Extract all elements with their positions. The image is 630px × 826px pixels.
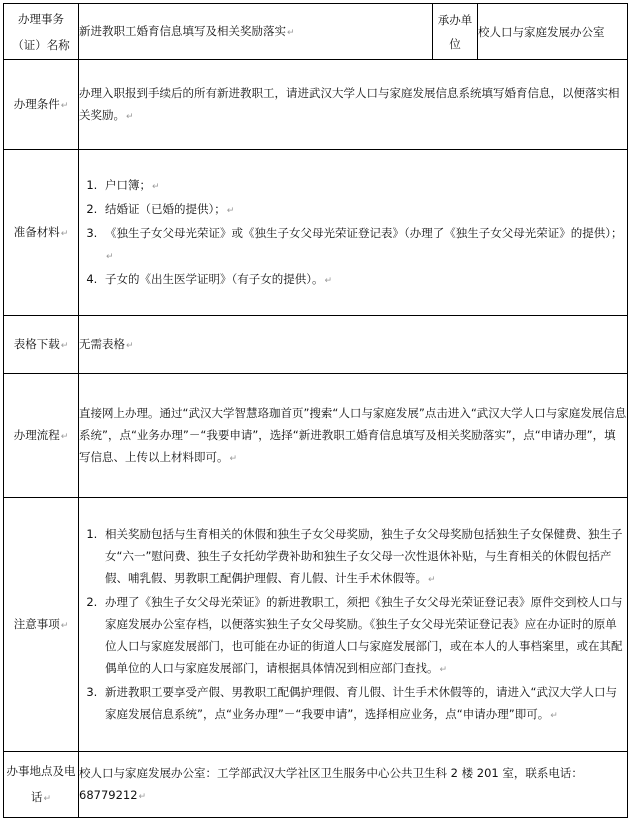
notes-label: 注意事项↵ <box>4 498 79 752</box>
contact-text: 校人口与家庭发展办公室：工学部武汉大学社区卫生服务中心公共卫生科 2 楼 201 室，联系电话：68779212↵ <box>79 752 628 818</box>
note-item: 3. 新进教职工要享受产假、男教职工配偶护理假、育儿假、计生手术休假等的，请进入“武汉大学人口与家庭发展信息系统”，点“业务办理”－“我要申请”，选择相应业务，点“申请办理”即可。↵ <box>101 681 627 727</box>
materials-cell <box>79 150 628 316</box>
material-item: 4. 子女的《出生医学证明》（有子女的提供）。↵ <box>101 268 627 292</box>
header-row <box>4 4 628 60</box>
forms-label: 表格下载↵ <box>4 316 79 374</box>
process-text: 直接网上办理。通过“武汉大学智慧珞珈首页”搜索“人口与家庭发展”点击进入“武汉大学人口与家庭发展信息系统”，点“业务办理”－“我要申请”，选择“新进教职工婚育信息填写及相关奖励落实”，点“申请办理”，填写信息、上传以上材料即可。↵ <box>79 374 628 498</box>
forms-text: 无需表格↵ <box>79 316 628 374</box>
dept-name-cell: 校人口与家庭发展办公室 <box>478 4 628 60</box>
forms-row <box>4 316 628 374</box>
material-item: 2. 结婚证（已婚的提供）；↵ <box>101 198 627 222</box>
contact-row <box>4 752 628 818</box>
conditions-text: 办理入职报到手续后的所有新进教职工，请进武汉大学人口与家庭发展信息系统填写婚育信息，以便落实相关奖励。↵ <box>79 60 628 150</box>
process-row <box>4 374 628 498</box>
note-item: 2. 办理了《独生子女父母光荣证》的新进教职工，须把《独生子女父母光荣证登记表》原件交到校人口与家庭发展办公室存档，以便落实独生子女父母奖励。《独生子女父母光荣证登记表》应在办证时的原单位人口与家庭发展部门，也可能在办证的街道人口与家庭发展部门，或在本人的人事档案里，或在其配偶单位的人口与家庭发展部门，请根据具体情况到相应部门查找。↵ <box>101 591 627 681</box>
contact-label: 办事地点及电话↵ <box>4 752 79 818</box>
material-item: 1. 户口簿；↵ <box>101 174 627 198</box>
notes-cell <box>79 498 628 752</box>
materials-label: 准备材料↵ <box>4 150 79 316</box>
matter-name-label: 办理事务（证）名称 <box>4 4 79 60</box>
service-guide-table <box>3 3 628 818</box>
material-item: 3. 《独生子女父母光荣证》或《独生子女父母光荣证登记表》（办理了《独生子女父母光荣证》的提供）；↵ <box>101 222 627 268</box>
dept-label: 承办单位 <box>433 4 478 60</box>
note-item: 1. 相关奖励包括与生育相关的休假和独生子女父母奖励，独生子女父母奖励包括独生子女保健费、独生子女“六一”慰问费、独生子女托幼学费补助和独生子女父母一次性退休补贴，与生育相关的休假包括产假、哺乳假、男教职工配偶护理假、育儿假、计生手术休假等。↵ <box>101 523 627 591</box>
conditions-label: 办理条件↵ <box>4 60 79 150</box>
materials-row <box>4 150 628 316</box>
conditions-row <box>4 60 628 150</box>
process-label: 办理流程↵ <box>4 374 79 498</box>
notes-row <box>4 498 628 752</box>
matter-name-cell: 新进教职工婚育信息填写及相关奖励落实↵ <box>79 4 433 60</box>
